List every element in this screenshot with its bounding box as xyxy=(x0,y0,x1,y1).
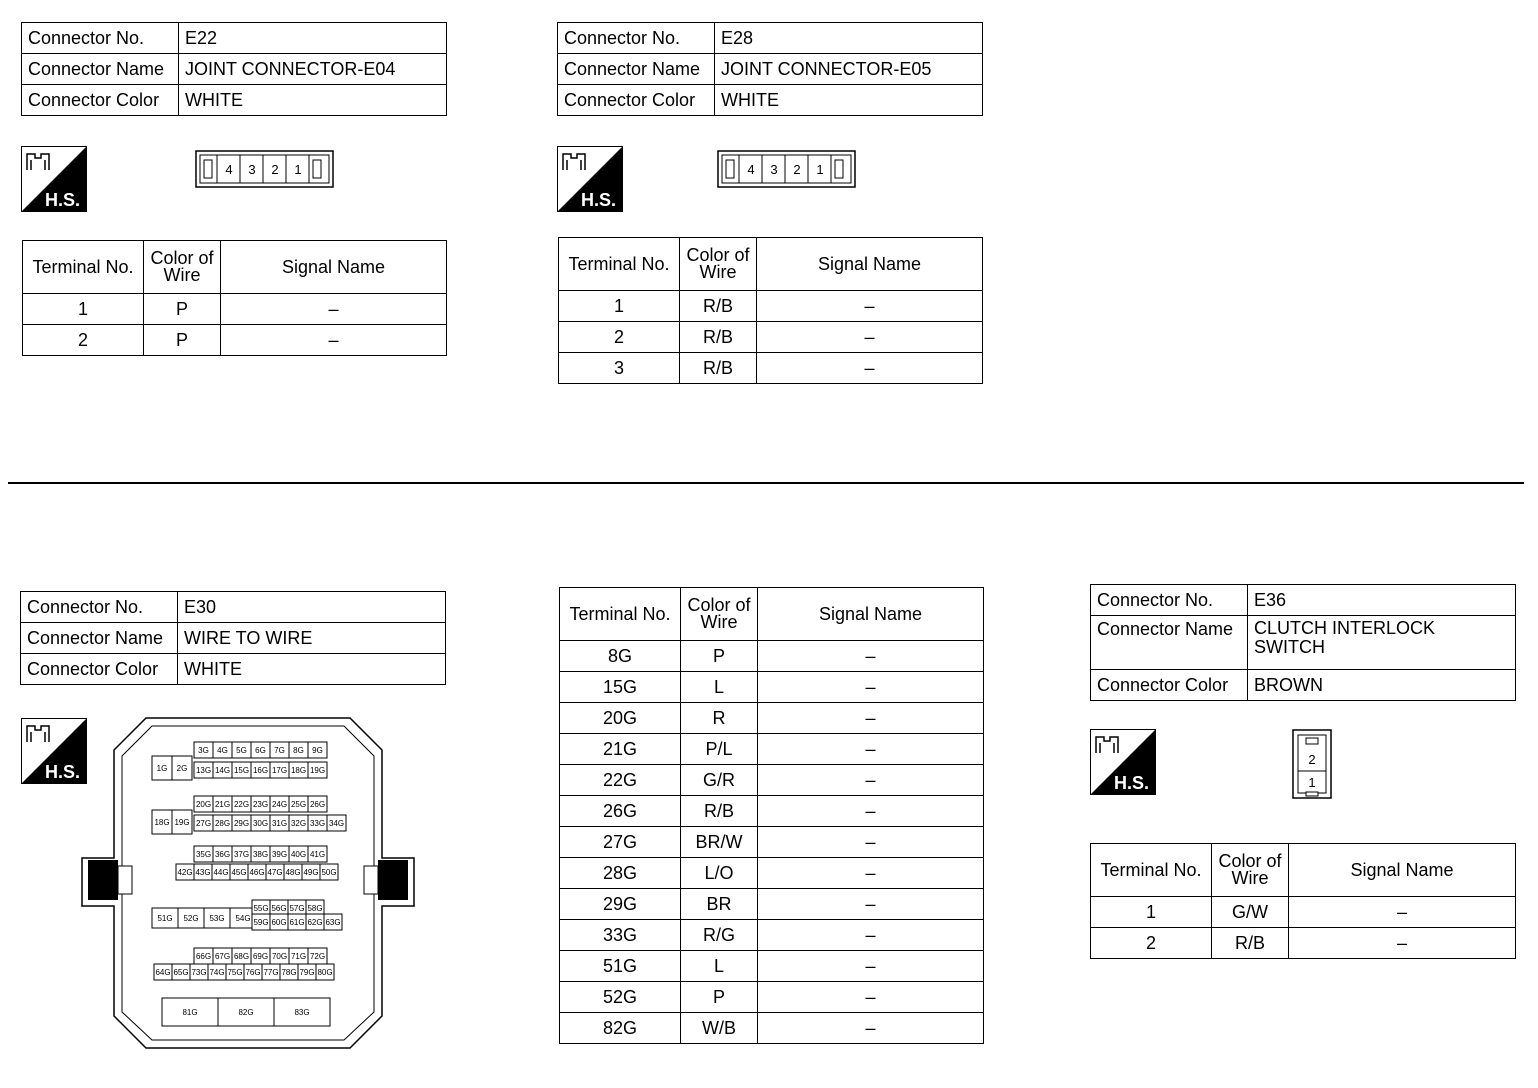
cavity-label: 30G xyxy=(252,819,269,828)
cavity-label: 65G xyxy=(173,968,189,977)
e36-terminal-table xyxy=(1090,843,1516,959)
wire-cell: BR/W xyxy=(681,827,758,858)
wire-cell: P/L xyxy=(681,734,758,765)
signal-cell: – xyxy=(758,734,984,765)
signal-cell: – xyxy=(758,703,984,734)
connector-no-value: E36 xyxy=(1248,585,1516,616)
connector-name-value: JOINT CONNECTOR-E05 xyxy=(715,54,983,85)
cavity-label: 2 xyxy=(1308,752,1316,767)
table-row xyxy=(560,1013,984,1044)
terminal-cell: 27G xyxy=(560,827,681,858)
terminal-cell: 8G xyxy=(560,641,681,672)
table-row xyxy=(560,734,984,765)
cavity-label: 31G xyxy=(271,819,288,828)
hs-label: H.S. xyxy=(581,190,617,210)
e28-terminal-table xyxy=(558,237,983,384)
connector-no-label: Connector No. xyxy=(22,23,179,54)
table-row xyxy=(560,858,984,889)
e36-connector-face xyxy=(1292,729,1334,801)
cavity-label: 43G xyxy=(195,868,211,877)
cavity-label: 19G xyxy=(174,818,190,827)
cavity-label: 62G xyxy=(307,918,323,927)
hs-label: H.S. xyxy=(45,762,81,782)
terminal-cell: 3 xyxy=(559,353,680,384)
harness-side-icon xyxy=(21,146,87,212)
wire-cell: P xyxy=(144,325,221,356)
terminal-cell: 52G xyxy=(560,982,681,1013)
cavity-label: 28G xyxy=(214,819,231,828)
cavity-label: 50G xyxy=(321,868,337,877)
e28-connector-face xyxy=(717,150,857,190)
e22-connector-face xyxy=(195,150,335,190)
cavity-label: 3 xyxy=(248,162,256,177)
cavity-label: 44G xyxy=(213,868,229,877)
terminal-cell: 22G xyxy=(560,765,681,796)
signal-cell: – xyxy=(1289,928,1516,959)
connector-color-label: Connector Color xyxy=(22,85,179,116)
cavity-label: 80G xyxy=(317,968,333,977)
cavity-label: 70G xyxy=(271,952,288,961)
cavity-label: 81G xyxy=(182,1008,198,1017)
table-row xyxy=(1091,928,1516,959)
e30-connector-face xyxy=(78,716,418,1050)
e30-info-table xyxy=(20,591,446,685)
wire-cell: R xyxy=(681,703,758,734)
cavity-label: 59G xyxy=(253,918,269,927)
cavity-label: 39G xyxy=(271,850,288,859)
cavity-label: 21G xyxy=(214,800,231,809)
table-row xyxy=(560,920,984,951)
cavity-label: 4 xyxy=(747,162,755,177)
connector-name-label: Connector Name xyxy=(558,54,715,85)
cavity-label: 6G xyxy=(255,746,266,755)
cavity-label: 71G xyxy=(290,952,307,961)
cavity-label: 74G xyxy=(209,968,225,977)
e22-info-table xyxy=(21,22,447,116)
cavity-label: 16G xyxy=(252,766,269,775)
table-row xyxy=(23,325,447,356)
signal-name-header: Signal Name xyxy=(758,588,984,641)
terminal-no-header: Terminal No. xyxy=(1091,844,1212,897)
signal-cell: – xyxy=(757,322,983,353)
e22-terminal-table xyxy=(22,240,447,356)
e36-info-table xyxy=(1090,584,1516,701)
signal-cell: – xyxy=(758,1013,984,1044)
connector-color-value: WHITE xyxy=(179,85,447,116)
terminal-cell: 51G xyxy=(560,951,681,982)
wire-cell: P xyxy=(144,294,221,325)
connector-no-value: E22 xyxy=(179,23,447,54)
wire-cell: W/B xyxy=(681,1013,758,1044)
signal-cell: – xyxy=(758,672,984,703)
terminal-no-header: Terminal No. xyxy=(559,238,680,291)
cavity-label: 25G xyxy=(290,800,307,809)
connector-color-value: BROWN xyxy=(1248,670,1516,701)
connector-color-label: Connector Color xyxy=(21,654,178,685)
cavity-label: 64G xyxy=(155,968,171,977)
cavity-label: 1 xyxy=(816,162,824,177)
connector-no-label: Connector No. xyxy=(1091,585,1248,616)
cavity-label: 56G xyxy=(271,904,287,913)
cavity-label: 1 xyxy=(294,162,302,177)
connector-name-label: Connector Name xyxy=(1091,616,1248,670)
table-row xyxy=(560,765,984,796)
color-of-wire-header: Color of Wire xyxy=(1212,844,1289,897)
cavity-label: 5G xyxy=(236,746,247,755)
cavity-label: 29G xyxy=(233,819,250,828)
table-row xyxy=(560,641,984,672)
cavity-label: 26G xyxy=(309,800,326,809)
e30-terminal-table xyxy=(559,587,984,1044)
wire-cell: G/W xyxy=(1212,897,1289,928)
cavity-label: 7G xyxy=(274,746,285,755)
cavity-label: 17G xyxy=(271,766,288,775)
terminal-cell: 2 xyxy=(559,322,680,353)
harness-side-icon xyxy=(557,146,623,212)
cavity-label: 2 xyxy=(793,162,801,177)
cavity-label: 23G xyxy=(252,800,269,809)
table-row xyxy=(1091,897,1516,928)
terminal-cell: 26G xyxy=(560,796,681,827)
table-row xyxy=(560,951,984,982)
connector-no-label: Connector No. xyxy=(21,592,178,623)
wire-cell: L xyxy=(681,672,758,703)
connector-no-value: E30 xyxy=(178,592,446,623)
cavity-label: 4 xyxy=(225,162,233,177)
connector-name-value: CLUTCH INTERLOCK SWITCH xyxy=(1248,616,1516,670)
terminal-cell: 28G xyxy=(560,858,681,889)
cavity-label: 27G xyxy=(195,819,212,828)
terminal-cell: 82G xyxy=(560,1013,681,1044)
cavity-label: 57G xyxy=(289,904,305,913)
signal-cell: – xyxy=(1289,897,1516,928)
terminal-no-header: Terminal No. xyxy=(560,588,681,641)
wire-cell: P xyxy=(681,641,758,672)
cavity-label: 38G xyxy=(252,850,269,859)
table-row xyxy=(560,827,984,858)
cavity-label: 19G xyxy=(309,766,326,775)
wire-cell: R/B xyxy=(680,291,757,322)
color-of-wire-header: Color of Wire xyxy=(144,241,221,294)
wire-cell: G/R xyxy=(681,765,758,796)
cavity-label: 49G xyxy=(303,868,319,877)
signal-cell: – xyxy=(758,796,984,827)
signal-cell: – xyxy=(758,889,984,920)
terminal-cell: 15G xyxy=(560,672,681,703)
wire-cell: L/O xyxy=(681,858,758,889)
color-of-wire-header: Color of Wire xyxy=(680,238,757,291)
connector-color-label: Connector Color xyxy=(558,85,715,116)
cavity-label: 54G xyxy=(235,914,251,923)
terminal-no-header: Terminal No. xyxy=(23,241,144,294)
signal-cell: – xyxy=(758,982,984,1013)
cavity-label: 69G xyxy=(252,952,269,961)
terminal-cell: 1 xyxy=(559,291,680,322)
e28-info-table xyxy=(557,22,983,116)
cavity-label: 55G xyxy=(253,904,269,913)
cavity-label: 41G xyxy=(309,850,326,859)
table-row xyxy=(560,796,984,827)
cavity-label: 3 xyxy=(770,162,778,177)
cavity-label: 2G xyxy=(176,764,188,773)
cavity-label: 75G xyxy=(227,968,243,977)
cavity-label: 83G xyxy=(294,1008,310,1017)
cavity-label: 53G xyxy=(209,914,225,923)
cavity-label: 1 xyxy=(1308,775,1316,790)
connector-name-value: JOINT CONNECTOR-E04 xyxy=(179,54,447,85)
cavity-label: 8G xyxy=(293,746,304,755)
wire-cell: BR xyxy=(681,889,758,920)
cavity-label: 61G xyxy=(289,918,305,927)
cavity-label: 36G xyxy=(214,850,231,859)
cavity-label: 60G xyxy=(271,918,287,927)
table-row xyxy=(560,703,984,734)
cavity-label: 34G xyxy=(328,819,345,828)
terminal-cell: 1 xyxy=(1091,897,1212,928)
signal-cell: – xyxy=(757,291,983,322)
cavity-label: 68G xyxy=(233,952,250,961)
cavity-label: 48G xyxy=(285,868,301,877)
hs-label: H.S. xyxy=(1114,773,1150,793)
signal-cell: – xyxy=(758,920,984,951)
table-row xyxy=(559,353,983,384)
cavity-label: 13G xyxy=(195,766,212,775)
connector-name-value: WIRE TO WIRE xyxy=(178,623,446,654)
signal-cell: – xyxy=(758,765,984,796)
cavity-label: 72G xyxy=(309,952,326,961)
cavity-label: 51G xyxy=(157,914,173,923)
harness-side-icon xyxy=(1090,729,1156,795)
cavity-label: 20G xyxy=(195,800,212,809)
wire-cell: L xyxy=(681,951,758,982)
cavity-label: 46G xyxy=(249,868,265,877)
signal-cell: – xyxy=(758,827,984,858)
cavity-label: 82G xyxy=(238,1008,254,1017)
signal-cell: – xyxy=(221,294,447,325)
cavity-label: 79G xyxy=(299,968,315,977)
wire-cell: R/B xyxy=(680,322,757,353)
cavity-label: 66G xyxy=(195,952,212,961)
connector-name-label: Connector Name xyxy=(22,54,179,85)
cavity-label: 52G xyxy=(183,914,199,923)
terminal-cell: 1 xyxy=(23,294,144,325)
signal-name-header: Signal Name xyxy=(1289,844,1516,897)
table-row xyxy=(560,672,984,703)
cavity-label: 2 xyxy=(271,162,279,177)
cavity-label: 40G xyxy=(290,850,307,859)
cavity-label: 37G xyxy=(233,850,250,859)
signal-cell: – xyxy=(221,325,447,356)
cavity-label: 58G xyxy=(307,904,323,913)
terminal-cell: 20G xyxy=(560,703,681,734)
signal-name-header: Signal Name xyxy=(757,238,983,291)
wire-cell: R/G xyxy=(681,920,758,951)
table-row xyxy=(560,889,984,920)
terminal-cell: 21G xyxy=(560,734,681,765)
cavity-label: 67G xyxy=(214,952,231,961)
cavity-label: 15G xyxy=(233,766,250,775)
signal-cell: – xyxy=(757,353,983,384)
cavity-label: 42G xyxy=(177,868,193,877)
cavity-label: 1G xyxy=(156,764,168,773)
table-row xyxy=(23,294,447,325)
signal-cell: – xyxy=(758,951,984,982)
cavity-label: 18G xyxy=(154,818,170,827)
color-of-wire-header: Color of Wire xyxy=(681,588,758,641)
cavity-label: 47G xyxy=(267,868,283,877)
connector-no-label: Connector No. xyxy=(558,23,715,54)
section-divider xyxy=(8,482,1524,484)
wire-cell: R/B xyxy=(680,353,757,384)
cavity-label: 9G xyxy=(312,746,323,755)
cavity-label: 22G xyxy=(233,800,250,809)
terminal-cell: 2 xyxy=(23,325,144,356)
signal-cell: – xyxy=(758,858,984,889)
cavity-label: 77G xyxy=(263,968,279,977)
cavity-label: 18G xyxy=(290,766,307,775)
cavity-label: 78G xyxy=(281,968,297,977)
table-row xyxy=(559,291,983,322)
wire-cell: R/B xyxy=(681,796,758,827)
cavity-label: 32G xyxy=(290,819,307,828)
wire-cell: R/B xyxy=(1212,928,1289,959)
connector-color-value: WHITE xyxy=(178,654,446,685)
cavity-label: 3G xyxy=(198,746,209,755)
terminal-cell: 2 xyxy=(1091,928,1212,959)
cavity-label: 35G xyxy=(195,850,212,859)
connector-color-label: Connector Color xyxy=(1091,670,1248,701)
wire-cell: P xyxy=(681,982,758,1013)
terminal-cell: 29G xyxy=(560,889,681,920)
signal-cell: – xyxy=(758,641,984,672)
connector-color-value: WHITE xyxy=(715,85,983,116)
table-row xyxy=(560,982,984,1013)
cavity-label: 24G xyxy=(271,800,288,809)
cavity-label: 45G xyxy=(231,868,247,877)
connector-no-value: E28 xyxy=(715,23,983,54)
hs-label: H.S. xyxy=(45,190,81,210)
cavity-label: 63G xyxy=(325,918,341,927)
cavity-label: 33G xyxy=(309,819,326,828)
signal-name-header: Signal Name xyxy=(221,241,447,294)
table-row xyxy=(559,322,983,353)
cavity-label: 4G xyxy=(217,746,228,755)
terminal-cell: 33G xyxy=(560,920,681,951)
cavity-label: 14G xyxy=(214,766,231,775)
cavity-label: 73G xyxy=(191,968,207,977)
connector-name-label: Connector Name xyxy=(21,623,178,654)
cavity-label: 76G xyxy=(245,968,261,977)
